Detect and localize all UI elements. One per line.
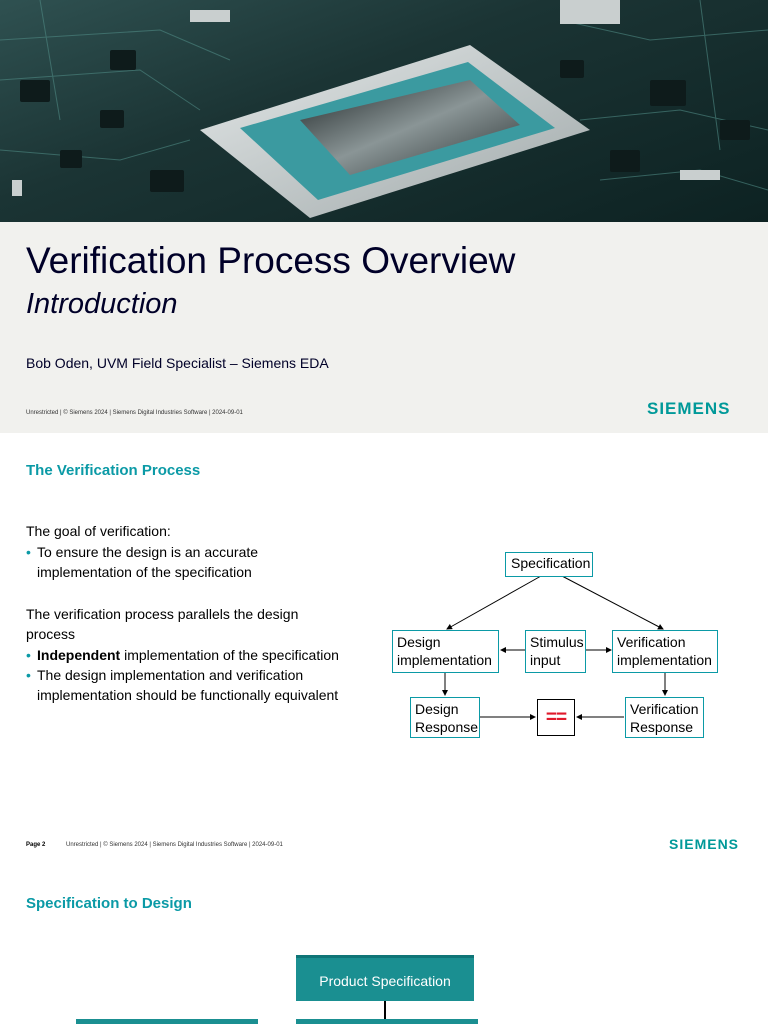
design-implementation-box: Design implementation [392,630,499,673]
connector-line [384,1001,386,1019]
siemens-logo: SIEMENS [647,399,731,418]
list-item: • The design implementation and verification implementation should be functionally equivalent [26,667,339,703]
siemens-logo: SIEMENS [669,836,740,852]
bullet-icon: • [26,544,31,560]
verification-process-slide [0,433,768,867]
slide-footer: Unrestricted | © Siemens 2024 | Siemens Digital Industries Software | 2024-09-01 [26,410,243,416]
goal-text: The goal of verification: [26,523,171,539]
design-response-box: Design Response [410,697,480,738]
title-slide [0,0,768,433]
bullet-icon: • [26,667,31,683]
slide-heading: Specification to Design [26,895,192,912]
stimulus-input-box: Stimulus input [525,630,586,673]
specification-box: Specification [505,552,593,577]
author-line: Bob Oden, UVM Field Specialist – Siemens EDA [26,355,329,371]
process-bullet-list [26,645,366,705]
bullet-icon: • [26,647,31,663]
goal-bullet-list [26,542,356,582]
presentation-title: Verification Process Overview [26,240,516,281]
flow-box [76,1019,258,1024]
list-item: • Independent implementation of the specification [26,647,339,663]
verification-response-box: Verification Response [625,697,704,738]
circuit-board-image [0,0,768,222]
chip-illustration [0,0,768,222]
presentation-subtitle: Introduction [26,288,178,320]
list-item: • To ensure the design is an accurate implementation of the specification [26,544,259,580]
parallel-text: The verification process parallels the design process [26,606,299,642]
product-specification-box: Product Specification [296,955,474,1001]
slide-heading: The Verification Process [26,462,201,479]
slide-footer: Unrestricted | © Siemens 2024 | Siemens Digital Industries Software | 2024-09-01 [66,842,283,848]
verification-implementation-box: Verification implementation [612,630,718,673]
equality-compare-box: == [537,699,575,736]
flow-box [296,1019,478,1024]
page-number: Page 2 [26,842,46,848]
specification-to-design-slide [0,867,768,1024]
